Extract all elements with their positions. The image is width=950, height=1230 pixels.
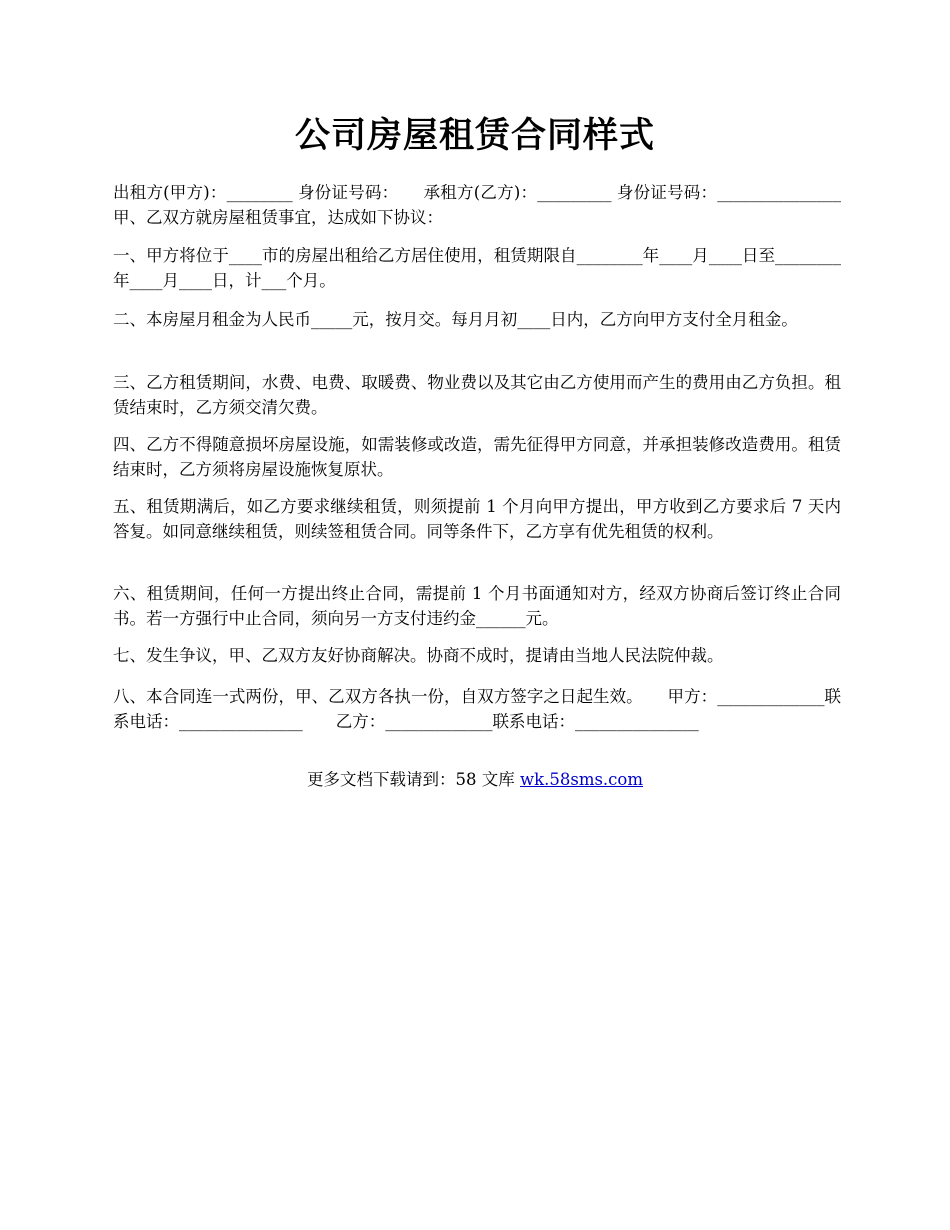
clause-6-paragraph: 六、租赁期间，任何一方提出终止合同，需提前 1 个月书面通知对方，经双方协商后签订终止合同书。若一方强行中止合同，须向另一方支付违约金______元。 (113, 584, 841, 628)
clause-1-paragraph: 一、甲方将位于____市的房屋出租给乙方居住使用，租赁期限自________年____月____日至________年____月____日，计___个月。 (113, 246, 841, 290)
clause-7-paragraph: 七、发生争议，甲、乙双方友好协商解决。协商不成时，提请由当地人民法院仲裁。 (113, 646, 724, 665)
clause-5-paragraph: 五、租赁期满后，如乙方要求继续租赁，则须提前 1 个月向甲方提出，甲方收到乙方要求后 7 天内答复。如同意继续租赁，则续签租赁合同。同等条件下，乙方享有优先租赁的权利。 (113, 497, 841, 541)
clause-4-paragraph: 四、乙方不得随意损坏房屋设施，如需装修或改造，需先征得甲方同意，并承担装修改造费用。租赁结束时，乙方须将房屋设施恢复原状。 (113, 435, 841, 479)
footer-link[interactable]: wk.58sms.com (519, 770, 643, 789)
clause-3-paragraph: 三、乙方租赁期间，水费、电费、取暖费、物业费以及其它由乙方使用而产生的费用由乙方负担。租赁结束时，乙方须交清欠费。 (113, 373, 841, 417)
party-info-paragraph: 出租方(甲方)：________ 身份证号码： 承租方(乙方)：_________ 身份证号码：_______________ 甲、乙双方就房屋租赁事宜，达成如下协议： (113, 183, 874, 227)
clause-2-paragraph: 二、本房屋月租金为人民币_____元，按月交。每月月初____日内，乙方向甲方支付全月租金。 (113, 310, 798, 329)
clause-8-paragraph: 八、本合同连一式两份，甲、乙双方各执一份，自双方签字之日起生效。 甲方：_____________联系电话：_______________ 乙方：_____________联系电话：_______________ (113, 687, 841, 731)
download-footer (0, 767, 950, 792)
document-title: 公司房屋租赁合同样式 (294, 116, 655, 156)
footer-text: 更多文档下载请到：58 文库 (306, 770, 520, 789)
